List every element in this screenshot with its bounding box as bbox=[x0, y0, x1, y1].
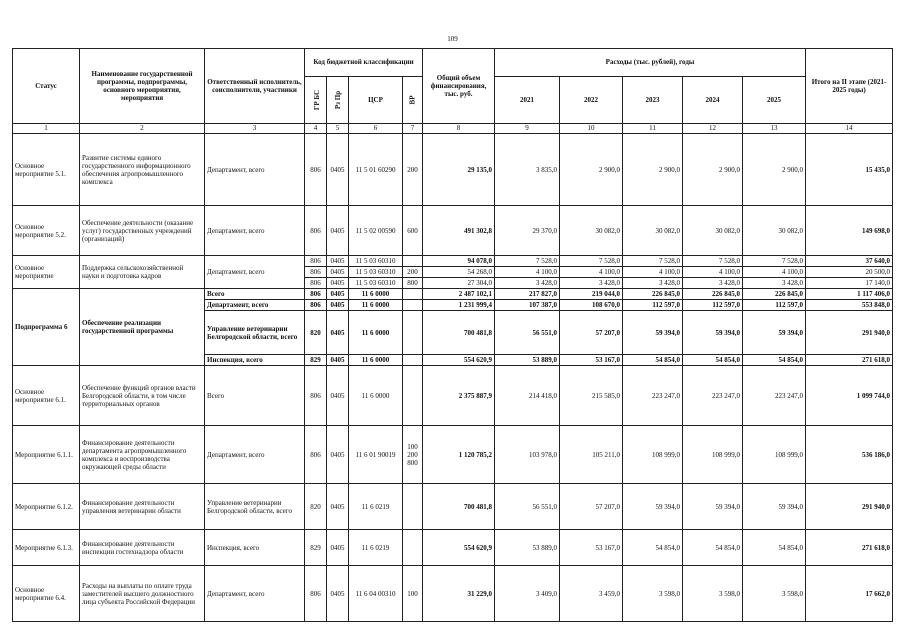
csr-cell: 11 6 0000 bbox=[349, 311, 403, 355]
total-cell: 94 078,0 bbox=[423, 256, 495, 267]
column-number: 3 bbox=[205, 124, 305, 134]
vr-cell bbox=[403, 355, 423, 366]
status-cell: Основное мероприятие bbox=[13, 256, 80, 289]
year-cell: 3 409,0 bbox=[495, 566, 560, 622]
rzpr-cell: 0405 bbox=[327, 366, 349, 426]
vr-cell: 200 bbox=[403, 267, 423, 278]
grbs-cell: 806 bbox=[305, 300, 327, 311]
responsible-cell: Департамент, всего bbox=[205, 300, 305, 311]
column-number: 9 bbox=[495, 124, 560, 134]
year-cell: 226 845,0 bbox=[623, 289, 683, 300]
grbs-cell: 806 bbox=[305, 134, 327, 206]
stage-total-cell: 149 698,0 bbox=[806, 206, 893, 256]
grbs-cell: 829 bbox=[305, 355, 327, 366]
table-row bbox=[13, 289, 893, 300]
header-year-2023: 2023 bbox=[623, 76, 683, 123]
rzpr-cell: 0405 bbox=[327, 300, 349, 311]
year-cell: 112 597,0 bbox=[683, 300, 743, 311]
year-cell: 4 100,0 bbox=[683, 267, 743, 278]
name-cell: Расходы на выплаты по оплате труда заместителей высшего должностного лица субъекта Российской Федерации bbox=[80, 566, 205, 622]
year-cell: 59 394,0 bbox=[743, 484, 806, 530]
year-cell: 108 999,0 bbox=[683, 426, 743, 484]
year-cell: 57 207,0 bbox=[560, 484, 623, 530]
year-cell: 54 854,0 bbox=[623, 530, 683, 566]
vr-cell: 100 200 800 bbox=[403, 426, 423, 484]
year-cell: 53 167,0 bbox=[560, 355, 623, 366]
status-cell: Основное мероприятие 6.1. bbox=[13, 366, 80, 426]
rzpr-cell: 0405 bbox=[327, 278, 349, 289]
year-cell: 4 100,0 bbox=[623, 267, 683, 278]
table-row bbox=[13, 366, 893, 426]
csr-cell: 11 5 02 00590 bbox=[349, 206, 403, 256]
stage-total-cell: 37 640,0 bbox=[806, 256, 893, 267]
stage-total-cell: 536 186,0 bbox=[806, 426, 893, 484]
vr-cell bbox=[403, 256, 423, 267]
vr-cell bbox=[403, 289, 423, 300]
header-year-2021: 2021 bbox=[495, 76, 560, 123]
total-cell: 27 304,0 bbox=[423, 278, 495, 289]
grbs-cell: 806 bbox=[305, 278, 327, 289]
total-cell: 554 620,9 bbox=[423, 355, 495, 366]
grbs-cell: 806 bbox=[305, 289, 327, 300]
responsible-cell: Департамент, всего bbox=[205, 426, 305, 484]
year-cell: 3 428,0 bbox=[683, 278, 743, 289]
year-cell: 3 428,0 bbox=[623, 278, 683, 289]
header-vr: ВР bbox=[403, 76, 423, 123]
total-cell: 29 135,0 bbox=[423, 134, 495, 206]
total-cell: 31 229,0 bbox=[423, 566, 495, 622]
year-cell: 3 598,0 bbox=[743, 566, 806, 622]
csr-cell: 11 6 0000 bbox=[349, 355, 403, 366]
column-number: 14 bbox=[806, 124, 893, 134]
csr-cell: 11 5 03 60310 bbox=[349, 267, 403, 278]
year-cell: 7 528,0 bbox=[683, 256, 743, 267]
column-number-row bbox=[13, 124, 893, 134]
rzpr-cell: 0405 bbox=[327, 355, 349, 366]
year-cell: 59 394,0 bbox=[623, 311, 683, 355]
column-number: 11 bbox=[623, 124, 683, 134]
csr-cell: 11 5 03 60310 bbox=[349, 278, 403, 289]
name-cell: Поддержка сельскохозяйственной науки и подготовка кадров bbox=[80, 256, 205, 289]
column-number: 12 bbox=[683, 124, 743, 134]
year-cell: 2 900,0 bbox=[560, 134, 623, 206]
status-cell: Мероприятие 6.1.3. bbox=[13, 530, 80, 566]
year-cell: 30 082,0 bbox=[683, 206, 743, 256]
grbs-cell: 806 bbox=[305, 366, 327, 426]
year-cell: 3 835,0 bbox=[495, 134, 560, 206]
year-cell: 215 585,0 bbox=[560, 366, 623, 426]
stage-total-cell: 20 500,0 bbox=[806, 267, 893, 278]
header-budget-code: Код бюджетной классификации bbox=[305, 49, 423, 77]
column-number: 8 bbox=[423, 124, 495, 134]
header-rzpr: Рз Пр bbox=[327, 76, 349, 123]
stage-total-cell: 271 618,0 bbox=[806, 530, 893, 566]
csr-cell: 11 6 0219 bbox=[349, 530, 403, 566]
header-responsible: Ответственный исполнитель, соисполнители, участники bbox=[205, 49, 305, 124]
csr-cell: 11 6 04 00310 bbox=[349, 566, 403, 622]
year-cell: 54 854,0 bbox=[623, 355, 683, 366]
grbs-cell: 806 bbox=[305, 256, 327, 267]
year-cell: 223 247,0 bbox=[683, 366, 743, 426]
vr-cell: 600 bbox=[403, 206, 423, 256]
grbs-cell: 829 bbox=[305, 530, 327, 566]
year-cell: 53 889,0 bbox=[495, 530, 560, 566]
csr-cell: 11 6 0219 bbox=[349, 484, 403, 530]
stage-total-cell: 553 848,0 bbox=[806, 300, 893, 311]
year-cell: 105 211,0 bbox=[560, 426, 623, 484]
vr-cell bbox=[403, 366, 423, 426]
total-cell: 2 375 887,9 bbox=[423, 366, 495, 426]
year-cell: 3 428,0 bbox=[495, 278, 560, 289]
total-cell: 700 481,8 bbox=[423, 311, 495, 355]
status-cell: Основное мероприятие 6.4. bbox=[13, 566, 80, 622]
name-cell: Развитие системы единого государственного информационного обеспечения агропромышленного комплекса bbox=[80, 134, 205, 206]
table-row bbox=[13, 566, 893, 622]
year-cell: 112 597,0 bbox=[743, 300, 806, 311]
responsible-cell: Управление ветеринарии Белгородской области, всего bbox=[205, 484, 305, 530]
year-cell: 54 854,0 bbox=[683, 530, 743, 566]
year-cell: 30 082,0 bbox=[743, 206, 806, 256]
column-number: 6 bbox=[349, 124, 403, 134]
csr-cell: 11 6 0000 bbox=[349, 289, 403, 300]
page-number: 109 bbox=[447, 35, 458, 43]
header-year-2022: 2022 bbox=[560, 76, 623, 123]
rzpr-cell: 0405 bbox=[327, 484, 349, 530]
rzpr-cell: 0405 bbox=[327, 256, 349, 267]
rzpr-cell: 0405 bbox=[327, 267, 349, 278]
column-number: 2 bbox=[80, 124, 205, 134]
csr-cell: 11 5 03 60310 bbox=[349, 256, 403, 267]
csr-cell: 11 6 0000 bbox=[349, 300, 403, 311]
header-row-1 bbox=[13, 49, 893, 77]
header-stage-total: Итого на II этапе (2021-2025 годы) bbox=[806, 49, 893, 124]
responsible-cell: Департамент, всего bbox=[205, 206, 305, 256]
rzpr-cell: 0405 bbox=[327, 311, 349, 355]
vr-cell bbox=[403, 530, 423, 566]
total-cell: 700 481,8 bbox=[423, 484, 495, 530]
grbs-cell: 820 bbox=[305, 311, 327, 355]
year-cell: 4 100,0 bbox=[495, 267, 560, 278]
year-cell: 108 999,0 bbox=[743, 426, 806, 484]
status-cell: Мероприятие 6.1.2. bbox=[13, 484, 80, 530]
year-cell: 103 978,0 bbox=[495, 426, 560, 484]
column-number: 1 bbox=[13, 124, 80, 134]
year-cell: 53 889,0 bbox=[495, 355, 560, 366]
column-number: 13 bbox=[743, 124, 806, 134]
responsible-cell: Департамент, всего bbox=[205, 134, 305, 206]
year-cell: 54 854,0 bbox=[743, 530, 806, 566]
header-total-volume: Общий объем финансирования, тыс. руб. bbox=[423, 49, 495, 124]
year-cell: 219 044,0 bbox=[560, 289, 623, 300]
rzpr-cell: 0405 bbox=[327, 289, 349, 300]
year-cell: 226 845,0 bbox=[683, 289, 743, 300]
year-cell: 29 370,0 bbox=[495, 206, 560, 256]
status-cell: Основное мероприятие 5.2. bbox=[13, 206, 80, 256]
year-cell: 112 597,0 bbox=[623, 300, 683, 311]
total-cell: 54 268,0 bbox=[423, 267, 495, 278]
year-cell: 54 854,0 bbox=[683, 355, 743, 366]
status-cell: Мероприятие 6.1.1. bbox=[13, 426, 80, 484]
year-cell: 108 670,0 bbox=[560, 300, 623, 311]
csr-cell: 11 6 01 90019 bbox=[349, 426, 403, 484]
grbs-cell: 820 bbox=[305, 484, 327, 530]
total-cell: 491 302,8 bbox=[423, 206, 495, 256]
year-cell: 4 100,0 bbox=[743, 267, 806, 278]
year-cell: 108 999,0 bbox=[623, 426, 683, 484]
year-cell: 54 854,0 bbox=[743, 355, 806, 366]
year-cell: 59 394,0 bbox=[683, 311, 743, 355]
year-cell: 59 394,0 bbox=[623, 484, 683, 530]
total-cell: 554 620,9 bbox=[423, 530, 495, 566]
year-cell: 53 167,0 bbox=[560, 530, 623, 566]
name-cell: Обеспечение функций органов власти Белгородской области, в том числе территориальных органов bbox=[80, 366, 205, 426]
header-year-2025: 2025 bbox=[743, 76, 806, 123]
header-status: Статус bbox=[13, 49, 80, 124]
stage-total-cell: 1 117 406,0 bbox=[806, 289, 893, 300]
table-row bbox=[13, 206, 893, 256]
grbs-cell: 806 bbox=[305, 426, 327, 484]
vr-cell: 100 bbox=[403, 566, 423, 622]
vr-cell: 800 bbox=[403, 278, 423, 289]
year-cell: 226 845,0 bbox=[743, 289, 806, 300]
vr-cell bbox=[403, 484, 423, 530]
year-cell: 30 082,0 bbox=[560, 206, 623, 256]
responsible-cell: Инспекция, всего bbox=[205, 530, 305, 566]
name-cell: Финансирование деятельности инспекции гостехнадзора области bbox=[80, 530, 205, 566]
vr-cell bbox=[403, 300, 423, 311]
year-cell: 2 900,0 bbox=[743, 134, 806, 206]
column-number: 10 bbox=[560, 124, 623, 134]
year-cell: 59 394,0 bbox=[743, 311, 806, 355]
total-cell: 1 231 999,4 bbox=[423, 300, 495, 311]
header-grbs: ГР БС bbox=[305, 76, 327, 123]
year-cell: 57 207,0 bbox=[560, 311, 623, 355]
year-cell: 30 082,0 bbox=[623, 206, 683, 256]
year-cell: 7 528,0 bbox=[495, 256, 560, 267]
status-cell: Подпрограмма 6 bbox=[13, 289, 80, 366]
year-cell: 3 428,0 bbox=[743, 278, 806, 289]
year-cell: 56 551,0 bbox=[495, 311, 560, 355]
stage-total-cell: 17 662,0 bbox=[806, 566, 893, 622]
year-cell: 3 459,0 bbox=[560, 566, 623, 622]
total-cell: 1 120 785,2 bbox=[423, 426, 495, 484]
csr-cell: 11 5 01 60290 bbox=[349, 134, 403, 206]
responsible-cell: Всего bbox=[205, 289, 305, 300]
table-row bbox=[13, 530, 893, 566]
grbs-cell: 806 bbox=[305, 267, 327, 278]
stage-total-cell: 291 940,0 bbox=[806, 484, 893, 530]
rzpr-cell: 0405 bbox=[327, 566, 349, 622]
year-cell: 56 551,0 bbox=[495, 484, 560, 530]
year-cell: 217 827,0 bbox=[495, 289, 560, 300]
year-cell: 2 900,0 bbox=[683, 134, 743, 206]
year-cell: 223 247,0 bbox=[743, 366, 806, 426]
responsible-cell: Департамент, всего bbox=[205, 566, 305, 622]
name-cell: Финансирование деятельности управления ветеринарии области bbox=[80, 484, 205, 530]
column-number: 7 bbox=[403, 124, 423, 134]
rzpr-cell: 0405 bbox=[327, 530, 349, 566]
year-cell: 214 418,0 bbox=[495, 366, 560, 426]
year-cell: 2 900,0 bbox=[623, 134, 683, 206]
table-row bbox=[13, 426, 893, 484]
grbs-cell: 806 bbox=[305, 566, 327, 622]
table-row bbox=[13, 134, 893, 206]
year-cell: 59 394,0 bbox=[683, 484, 743, 530]
year-cell: 7 528,0 bbox=[560, 256, 623, 267]
year-cell: 107 387,0 bbox=[495, 300, 560, 311]
responsible-cell: Всего bbox=[205, 366, 305, 426]
header-name: Наименование государственной программы, подпрограммы, основного мероприятия, мероприятия bbox=[80, 49, 205, 124]
name-cell: Обеспечение реализации государственной программы bbox=[80, 289, 205, 366]
year-cell: 7 528,0 bbox=[623, 256, 683, 267]
responsible-cell: Инспекция, всего bbox=[205, 355, 305, 366]
header-expenses: Расходы (тыс. рублей), годы bbox=[495, 49, 806, 77]
grbs-cell: 806 bbox=[305, 206, 327, 256]
total-cell: 2 487 102,1 bbox=[423, 289, 495, 300]
year-cell: 3 428,0 bbox=[560, 278, 623, 289]
column-number: 4 bbox=[305, 124, 327, 134]
column-number: 5 bbox=[327, 124, 349, 134]
year-cell: 223 247,0 bbox=[623, 366, 683, 426]
status-cell: Основное мероприятие 5.1. bbox=[13, 134, 80, 206]
year-cell: 3 598,0 bbox=[683, 566, 743, 622]
table-row bbox=[13, 484, 893, 530]
year-cell: 4 100,0 bbox=[560, 267, 623, 278]
stage-total-cell: 291 940,0 bbox=[806, 311, 893, 355]
vr-cell bbox=[403, 311, 423, 355]
vr-cell: 200 bbox=[403, 134, 423, 206]
budget-table bbox=[12, 48, 893, 622]
year-cell: 7 528,0 bbox=[743, 256, 806, 267]
responsible-cell: Департамент, всего bbox=[205, 256, 305, 289]
year-cell: 3 598,0 bbox=[623, 566, 683, 622]
name-cell: Обеспечение деятельности (оказание услуг) государственных учреждений (организаций) bbox=[80, 206, 205, 256]
table-row bbox=[13, 256, 893, 267]
name-cell: Финансирование деятельности департамента агропромышленного комплекса и воспроизводства окружающей среды области bbox=[80, 426, 205, 484]
header-csr: ЦСР bbox=[349, 76, 403, 123]
stage-total-cell: 17 140,0 bbox=[806, 278, 893, 289]
rzpr-cell: 0405 bbox=[327, 134, 349, 206]
rzpr-cell: 0405 bbox=[327, 426, 349, 484]
stage-total-cell: 1 099 744,0 bbox=[806, 366, 893, 426]
stage-total-cell: 271 618,0 bbox=[806, 355, 893, 366]
rzpr-cell: 0405 bbox=[327, 206, 349, 256]
csr-cell: 11 6 0000 bbox=[349, 366, 403, 426]
header-year-2024: 2024 bbox=[683, 76, 743, 123]
responsible-cell: Управление ветеринарии Белгородской области, всего bbox=[205, 311, 305, 355]
stage-total-cell: 15 435,0 bbox=[806, 134, 893, 206]
